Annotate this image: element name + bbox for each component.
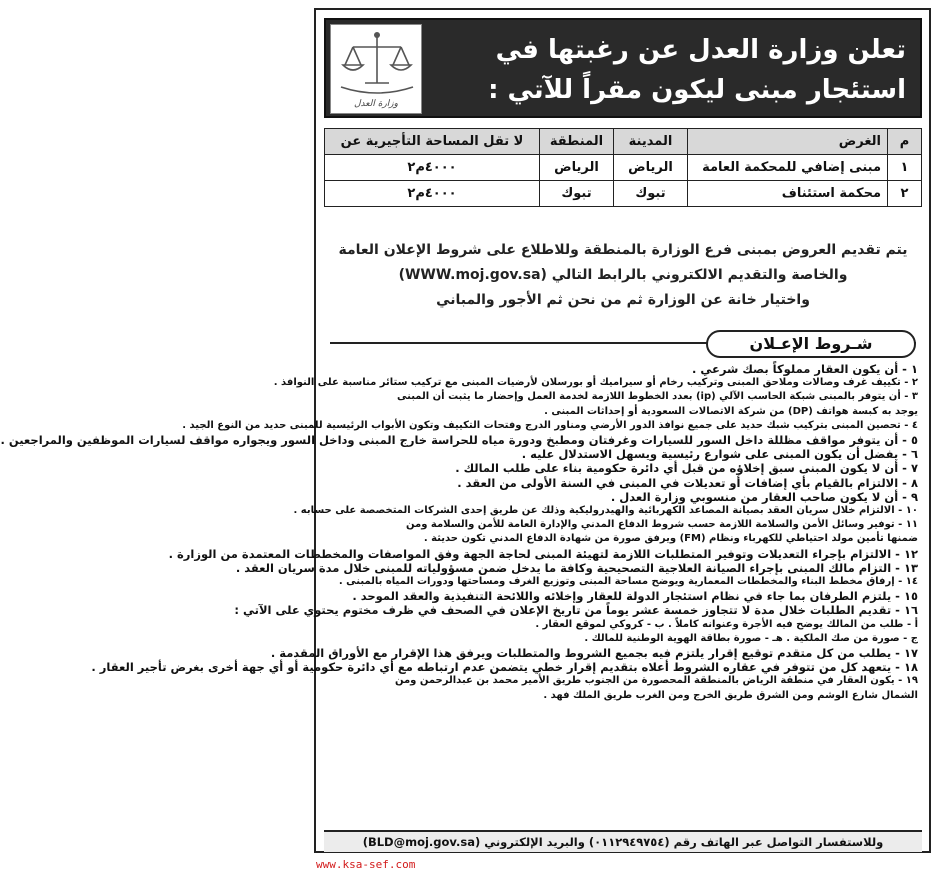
conditions-list bbox=[0, 362, 918, 703]
condition-item: ١٨ - يتعهد كل من تتوفر في عقاره الشروط أعلاه بتقديم إقرار خطي يتضمن عدم ارتباطه مع أي دائرة حكومية أو أي جهة أخرى بغرض تأجير العقار . bbox=[91, 660, 918, 675]
condition-item: ١٤ - إرفاق مخطط البناء والمخططات المعمارية ويوضح مساحة المبنى وتوزيع الغرف ومساحتها ودورات المياه بالمبنى . bbox=[338, 576, 918, 588]
source-watermark: www.ksa-sef.com bbox=[316, 858, 416, 871]
col-num-header: م bbox=[888, 129, 922, 155]
row-city: الرياض bbox=[614, 155, 688, 181]
row-area: ٤٠٠٠م٢ bbox=[325, 155, 540, 181]
instructions-line-3: واختيار خانة عن الوزارة ثم من نحن ثم الأجور والمباني bbox=[436, 292, 810, 308]
scales-of-justice-icon bbox=[331, 25, 423, 99]
row-num: ١ bbox=[888, 155, 922, 181]
col-area-header: لا تقل المساحة التأجيرية عن bbox=[325, 129, 540, 155]
condition-item: ٧ - أن لا يكون المبنى سبق إخلاؤه من قبل أي دائرة حكومية بناء على طلب المالك . bbox=[455, 461, 918, 476]
col-city-header: المدينة bbox=[614, 129, 688, 155]
instructions-line-2: والخاصة والتقديم الالكتروني بالرابط التالي (WWW.moj.gov.sa) bbox=[398, 267, 848, 283]
condition-item: ٤ - تحصين المبنى بتركيب شبك حديد على جميع نوافذ الدور الأرضي ومناور الدرج وفتحات التكييف وتكون الأبواب الرئيسية للمبنى حديد من النوع الجيد . bbox=[182, 419, 918, 431]
condition-item: ٢ - تكييف غرف وصالات وملاحق المبنى وتركيب رخام أو سيراميك أو بورسلان لأرضيات المبنى مع تركيب ستائر مناسبة على النوافذ . bbox=[273, 377, 918, 389]
title-line-1: تعلن وزارة العدل عن رغبتها في bbox=[495, 35, 906, 65]
title-line-2: استئجار مبنى ليكون مقراً للآتي : bbox=[488, 75, 906, 105]
row-purpose: محكمة استئناف bbox=[688, 181, 888, 207]
condition-item: ٥ - أن يتوفر مواقف مظللة داخل السور للسيارات وغرفتان ومطبخ ودورة مياه للحراسة خارج المبنى وداخل السور ويجواره مواقف لسيارات الموظفين والمراجعين . bbox=[0, 433, 918, 448]
row-num: ٢ bbox=[888, 181, 922, 207]
row-region: الرياض bbox=[540, 155, 614, 181]
announcement-title bbox=[436, 30, 906, 110]
conditions-heading bbox=[330, 330, 916, 356]
submission-instructions bbox=[330, 238, 916, 313]
condition-item: ضمنها تأمين مولد احتياطي للكهرباء ونظام (FM) ويرفق صورة من شهادة الدفاع المدني تكون حديثة . bbox=[423, 533, 918, 545]
condition-item: ١١ - توفير وسائل الأمن والسلامة اللازمة حسب شروط الدفاع المدني والإدارة العامة للأمن والسلامة ومن bbox=[406, 519, 918, 531]
row-region: تبوك bbox=[540, 181, 614, 207]
condition-item: ٨ - الالتزام بالقيام بأي إضافات أو تعديلات في المبنى في السنة الأولى من العقد . bbox=[457, 475, 918, 490]
condition-item: أ - طلب من المالك يوضح فيه الأجرة وعنوانه كاملاً . ب - كروكي لموقع العقار . bbox=[535, 618, 918, 630]
condition-item: ١٢ - الالتزام بإجراء التعديلات وتوفير المتطلبات اللازمة لتهيئة المبنى لحاجة الجهة وفق المواصفات والمخططات المعتمدة من الوزارة . bbox=[168, 546, 918, 561]
condition-item: ٦ - يفضل أن يكون المبنى على شوارع رئيسية ويسهل الاستدلال عليه . bbox=[521, 447, 918, 462]
condition-item: ٣ - أن يتوفر بالمبنى شبكة الحاسب الآلي (ip) بعدد الخطوط اللازمة لخدمة العمل وإحضار ما يثبت أن المبنى bbox=[397, 391, 918, 403]
condition-item: ١٦ - تقديم الطلبات خلال مدة لا تتجاوز خمسة عشر يوماً من تاريخ الإعلان في الصحف في ظرف مختوم يحتوي على الآتي : bbox=[234, 603, 918, 618]
instructions-line-1: يتم تقديم العروض بمبنى فرع الوزارة بالمنطقة وللاطلاع على شروط الإعلان العامة bbox=[338, 242, 908, 258]
condition-item: ١٧ - يطلب من كل متقدم توقيع إقرار يلتزم فيه بجميع الشروط والمتطلبات ويرفق هذا الإقرار مع الأوراق المقدمة . bbox=[270, 646, 918, 661]
condition-item: ١ - أن يكون العقار مملوكاً بصك شرعي . bbox=[691, 362, 918, 376]
table-header-row bbox=[325, 129, 922, 155]
announcement-page bbox=[0, 8, 931, 853]
row-city: تبوك bbox=[614, 181, 688, 207]
header-banner bbox=[324, 18, 922, 118]
condition-item: ١٥ - يلتزم الطرفان بما جاء في نظام استئجار الدولة للعقار وإخلائه واللائحة التنفيذية والعقد الموحد . bbox=[352, 589, 918, 604]
condition-item: ١٠ - الالتزام خلال سريان العقد بصيانة المصاعد الكهربائية والهيدروليكية وذلك عن طريق إحدى الشركات المتخصصة على حسابه . bbox=[293, 505, 918, 517]
table-row bbox=[325, 155, 922, 181]
condition-item: ٩ - أن لا يكون صاحب العقار من منسوبي وزارة العدل . bbox=[610, 489, 918, 504]
condition-item: ١٣ - التزام مالك المبنى بإجراء الصيانة العلاجية التصحيحية وكافة ما يدخل ضمن مسؤولياته للمبنى خلال مدة سريان العقد . bbox=[235, 560, 918, 575]
col-region-header: المنطقة bbox=[540, 129, 614, 155]
condition-item: الشمال شارع الوشم ومن الشرق طريق الخرج ومن الغرب طريق الملك فهد . bbox=[543, 689, 918, 701]
condition-item: ١٩ - يكون العقار في منطقة الرياض بالمنطقة المحصورة من الجنوب طريق الأمير محمد بن عبدالرحمن ومن bbox=[394, 675, 918, 687]
row-purpose: مبنى إضافي للمحكمة العامة bbox=[688, 155, 888, 181]
table-row bbox=[325, 181, 922, 207]
condition-item: ج - صورة من صك الملكية . هـ - صورة بطاقة الهوية الوطنية للمالك . bbox=[584, 632, 918, 644]
buildings-table bbox=[324, 128, 922, 207]
contact-footer: وللاستفسار التواصل عبر الهاتف رقم (٠١١٢٩٤٩٧٥٤) والبريد الإلكتروني (BLD@moj.gov.sa) bbox=[324, 830, 922, 852]
condition-item: يوجد به كبسة هواتف (DP) من شركة الاتصالات السعودية أو إحداثات المبنى . bbox=[544, 405, 918, 417]
col-purpose-header: الغرض bbox=[688, 129, 888, 155]
ministry-logo bbox=[330, 24, 422, 114]
logo-caption: وزارة العدل bbox=[354, 99, 398, 109]
conditions-title: شـروط الإعـلان bbox=[706, 330, 916, 358]
row-area: ٤٠٠٠م٢ bbox=[325, 181, 540, 207]
